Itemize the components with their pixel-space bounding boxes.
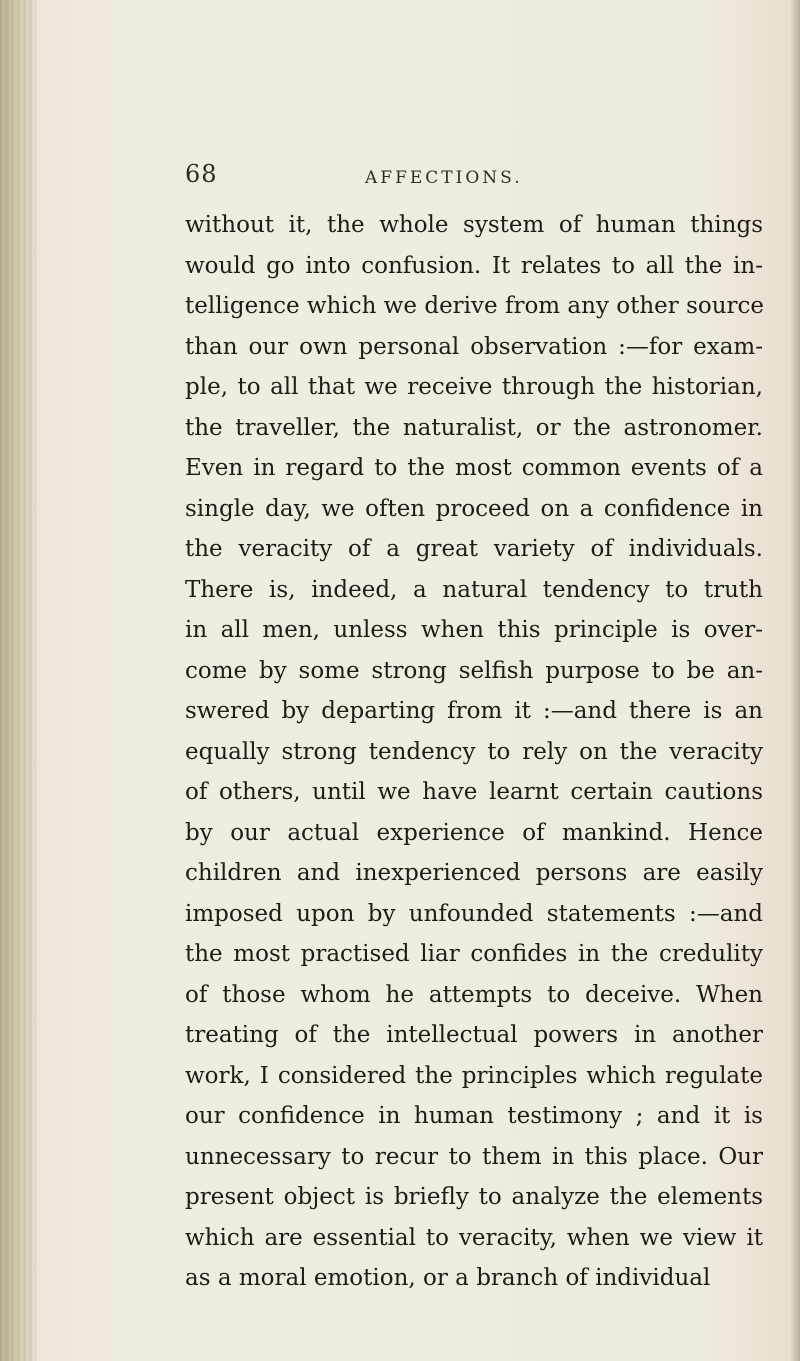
text-line: single day, we often proceed on a confidence in xyxy=(185,495,763,522)
text-line: children and inexperienced persons are easily xyxy=(185,860,763,886)
body-text xyxy=(185,205,763,1299)
text-line: telligence which we derive from any other source xyxy=(185,293,765,319)
text-line: come by some strong selfish purpose to be an- xyxy=(185,657,763,684)
text-line: which are essential to veracity, when we view it xyxy=(185,1224,763,1251)
text-line: would go into confusion. It relates to all the in- xyxy=(185,252,763,279)
page-binding-edge xyxy=(0,0,36,1361)
text-line: equally strong tendency to rely on the veracity xyxy=(185,738,763,765)
text-line: the most practised liar confides in the credulity xyxy=(185,941,763,967)
text-line: unnecessary to recur to them in this place. Our xyxy=(185,1143,763,1170)
text-line: the traveller, the naturalist, or the astronomer. xyxy=(185,414,763,441)
text-line: Even in regard to the most common events of a xyxy=(185,455,763,481)
text-line: the veracity of a great variety of individuals. xyxy=(185,536,763,562)
running-head: AFFECTIONS. xyxy=(365,168,523,188)
text-line: ple, to all that we receive through the historian, xyxy=(185,374,763,400)
text-line: of those whom he attempts to deceive. When xyxy=(185,981,763,1008)
text-line: without it, the whole system of human things xyxy=(185,212,763,238)
text-line: imposed upon by unfounded statements :—and xyxy=(185,900,763,927)
text-line: treating of the intellectual powers in another xyxy=(185,1022,763,1048)
text-line: as a moral emotion, or a branch of individual xyxy=(185,1265,711,1291)
text-line: by our actual experience of mankind. Hence xyxy=(185,819,763,846)
text-line: our confidence in human testimony ; and it is xyxy=(185,1103,763,1129)
text-line: present object is briefly to analyze the elements xyxy=(185,1184,763,1210)
text-line: than our own personal observation :—for exam- xyxy=(185,333,763,360)
page-right-edge xyxy=(790,0,800,1361)
text-line: There is, indeed, a natural tendency to truth xyxy=(185,576,763,603)
text-line: swered by departing from it :—and there is an xyxy=(185,698,763,724)
page-number: 68 xyxy=(185,160,218,188)
text-line: of others, until we have learnt certain cautions xyxy=(185,779,763,805)
text-line: work, I considered the principles which regulate xyxy=(185,1062,763,1089)
text-line: in all men, unless when this principle is over- xyxy=(185,617,763,643)
